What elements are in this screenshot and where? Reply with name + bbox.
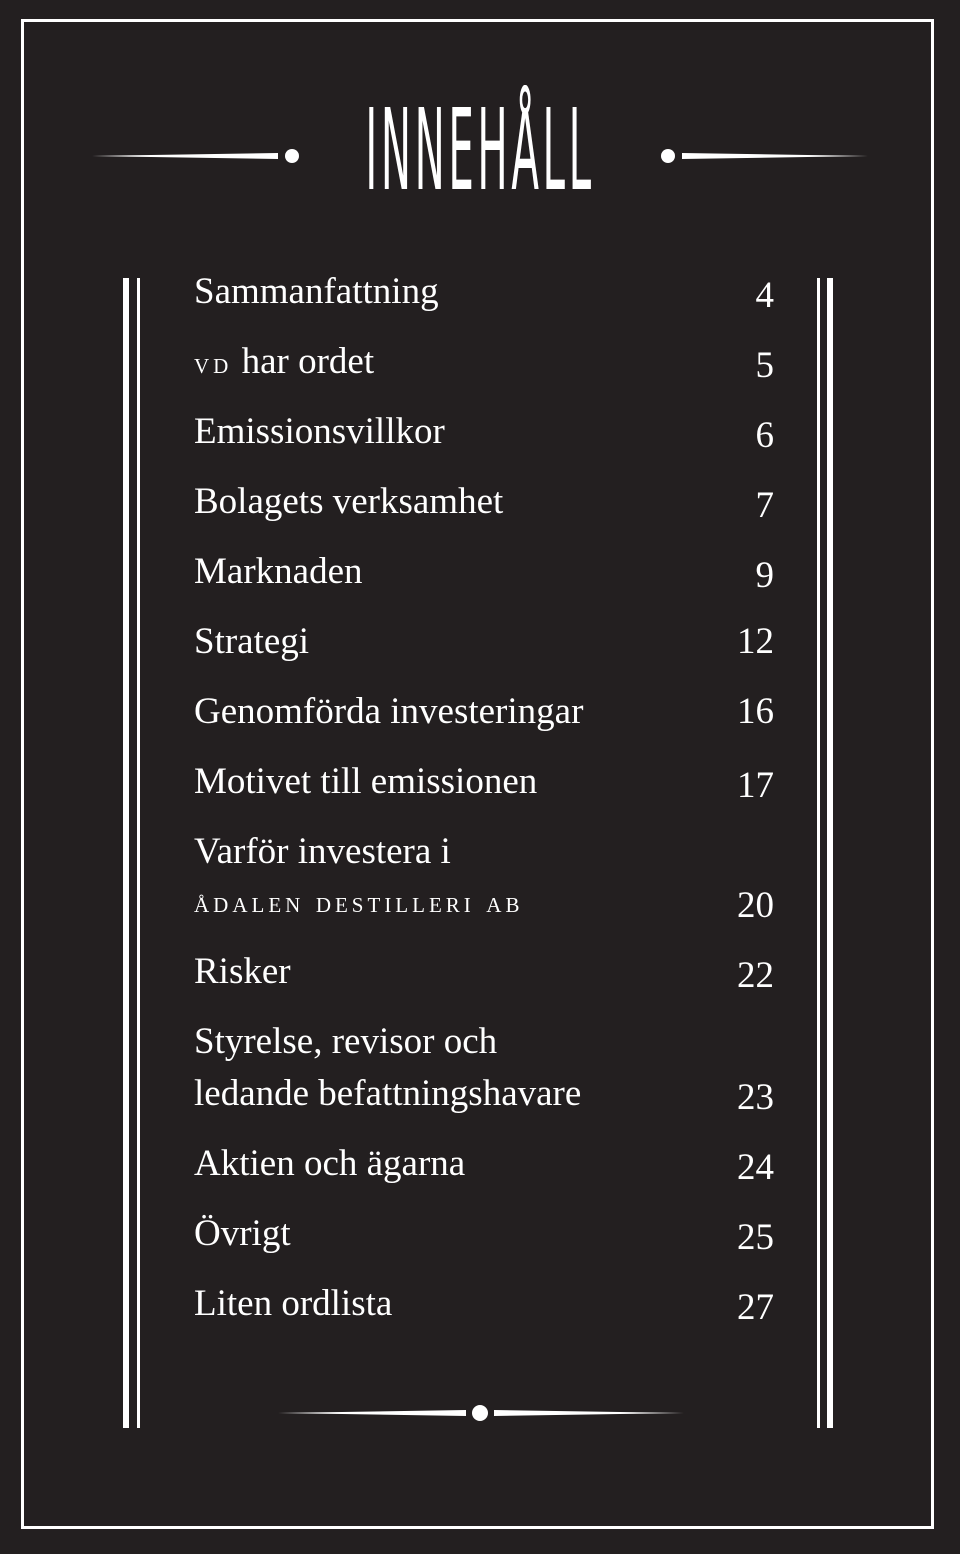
toc-label: Aktien och ägarna [194,1143,466,1184]
toc-label: Motivet till emissionen [194,761,538,802]
toc-label-sc: vd [194,347,233,380]
toc-page: 22 [737,955,774,996]
toc-entry[interactable] [194,482,774,532]
toc-entry[interactable] [194,1022,774,1122]
right-bar-thin [817,278,820,1428]
ornament-right [655,146,870,166]
toc-page: 16 [737,691,774,732]
toc-label: Liten ordlista [194,1283,393,1324]
toc-entry[interactable] [194,1144,774,1194]
toc-page: 4 [755,275,774,316]
toc-label: Varför investera i [194,831,451,872]
toc-page: 12 [737,621,774,662]
toc-label: Bolagets verksamhet [194,481,504,522]
toc-page: 17 [737,765,774,806]
toc-label: Sammanfattning [194,271,439,312]
toc-page: 27 [737,1287,774,1328]
toc-label-line2: ådalen destilleri ab [194,886,524,919]
left-bar-thick [123,278,129,1428]
toc-page: 20 [737,885,774,926]
right-bar-thick [827,278,833,1428]
toc-entry[interactable] [194,762,774,812]
toc-page: 24 [737,1147,774,1188]
toc-entry[interactable] [194,552,774,602]
toc-entry[interactable] [194,622,774,672]
toc-label: vd har ordet [194,341,375,382]
toc-page: 25 [737,1217,774,1258]
toc-label: Emissionsvillkor [194,411,445,452]
toc-page: 6 [755,415,774,456]
ornament-left [90,146,305,166]
toc-label: Strategi [194,621,310,662]
toc-entry[interactable] [194,272,774,322]
toc-entry[interactable] [194,692,774,742]
toc-label: Genomförda investeringar [194,691,584,732]
toc-page: 9 [755,555,774,596]
toc-label: Styrelse, revisor och [194,1021,498,1062]
toc-entry[interactable] [194,342,774,392]
page-title: INNEHÅLL [365,86,595,216]
toc-entry[interactable] [194,832,774,932]
toc-label: Övrigt [194,1213,291,1254]
toc-label-line2: ledande befattningshavare [194,1073,582,1114]
ornament-bottom [276,1402,686,1424]
toc-entry[interactable] [194,952,774,1002]
toc-label: Risker [194,951,291,992]
left-bar-thin [137,278,140,1428]
toc-label: Marknaden [194,551,363,592]
toc-entry[interactable] [194,412,774,462]
toc-page: 23 [737,1077,774,1118]
toc-entry[interactable] [194,1284,774,1334]
toc-entry[interactable] [194,1214,774,1264]
toc-page: 5 [755,345,774,386]
toc-page: 7 [755,485,774,526]
